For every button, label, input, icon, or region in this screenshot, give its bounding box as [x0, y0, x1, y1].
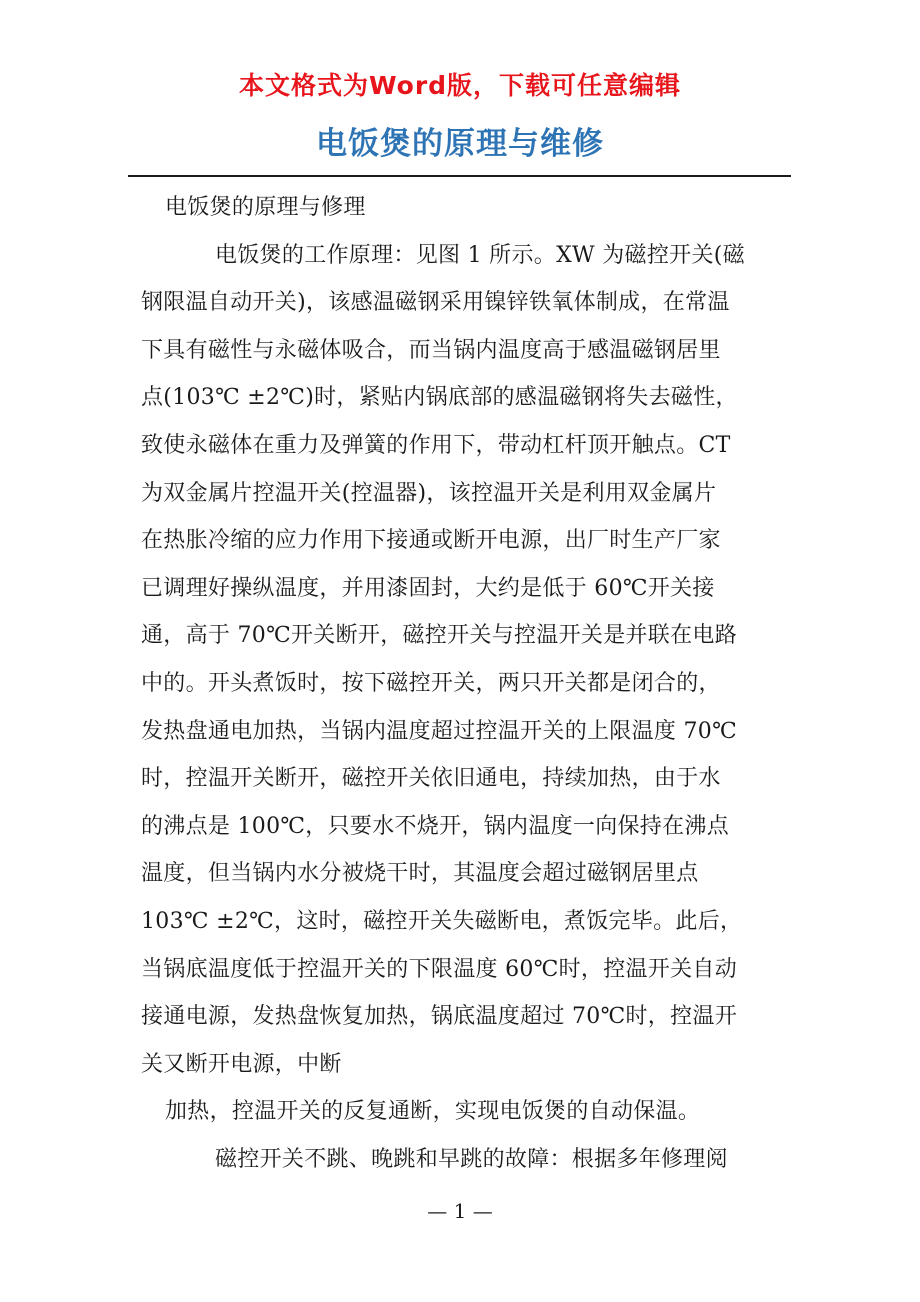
document-body	[141, 184, 791, 1183]
paragraph-line: 发热盘通电加热，当锅内温度超过控温开关的上限温度 70℃	[141, 718, 737, 744]
paragraph-line: 钢限温自动开关)，该感温磁钢采用镍锌铁氧体制成，在常温	[141, 290, 730, 316]
paragraph-line: 下具有磁性与永磁体吸合，而当锅内温度高于感温磁钢居里	[141, 337, 721, 363]
paragraph-line: 时，控温开关断开，磁控开关依旧通电，持续加热，由于水	[141, 766, 721, 792]
page-number: — 1 —	[427, 1199, 493, 1223]
paragraph-line: 点(103℃ ±2℃)时，紧贴内锅底部的感温磁钢将失去磁性，	[141, 385, 738, 411]
paragraph-line: 通，高于 70℃开关断开，磁控开关与控温开关是并联在电路	[141, 623, 737, 649]
document-title: 电饭煲的原理与维修	[316, 126, 604, 162]
paragraph-line: 加热，控温开关的反复通断，实现电饭煲的自动保温。	[165, 1099, 701, 1125]
paragraph-line: 的沸点是 100℃，只要水不烧开，锅内温度一向保持在沸点	[141, 813, 729, 839]
paragraph-line: 在热胀冷缩的应力作用下接通或断开电源，出厂时生产厂家	[141, 528, 721, 554]
paragraph-line: 关又断开电源，中断	[141, 1051, 342, 1077]
paragraph-line: 温度，但当锅内水分被烧干时，其温度会超过磁钢居里点	[141, 861, 699, 887]
paragraph-line: 已调理好操纵温度，并用漆固封，大约是低于 60℃开关接	[141, 575, 715, 601]
paragraph-line: 接通电源，发热盘恢复加热，锅底温度超过 70℃时，控温开	[141, 1004, 737, 1030]
paragraph-line: 电饭煲的工作原理：见图 1 所示。XW 为磁控开关(磁	[215, 242, 745, 268]
paragraph-line: 磁控开关不跳、晚跳和早跳的故障：根据多年修理阅	[215, 1146, 728, 1172]
paragraph-line: 中的。开头煮饭时，按下磁控开关，两只开关都是闭合的，	[141, 670, 721, 696]
format-notice-banner: 本文格式为Word版，下载可任意编辑	[238, 71, 682, 100]
paragraph-line: 致使永磁体在重力及弹簧的作用下，带动杠杆顶开触点。CT	[141, 432, 731, 458]
paragraph-line: 103℃ ±2℃，这时，磁控开关失磁断电，煮饭完毕。此后，	[141, 908, 743, 934]
title-divider	[128, 175, 791, 177]
paragraph-line: 当锅底温度低于控温开关的下限温度 60℃时，控温开关自动	[141, 956, 737, 982]
paragraph-line: 为双金属片控温开关(控温器)，该控温开关是利用双金属片	[141, 480, 717, 506]
section-heading: 电饭煲的原理与修理	[165, 195, 366, 220]
